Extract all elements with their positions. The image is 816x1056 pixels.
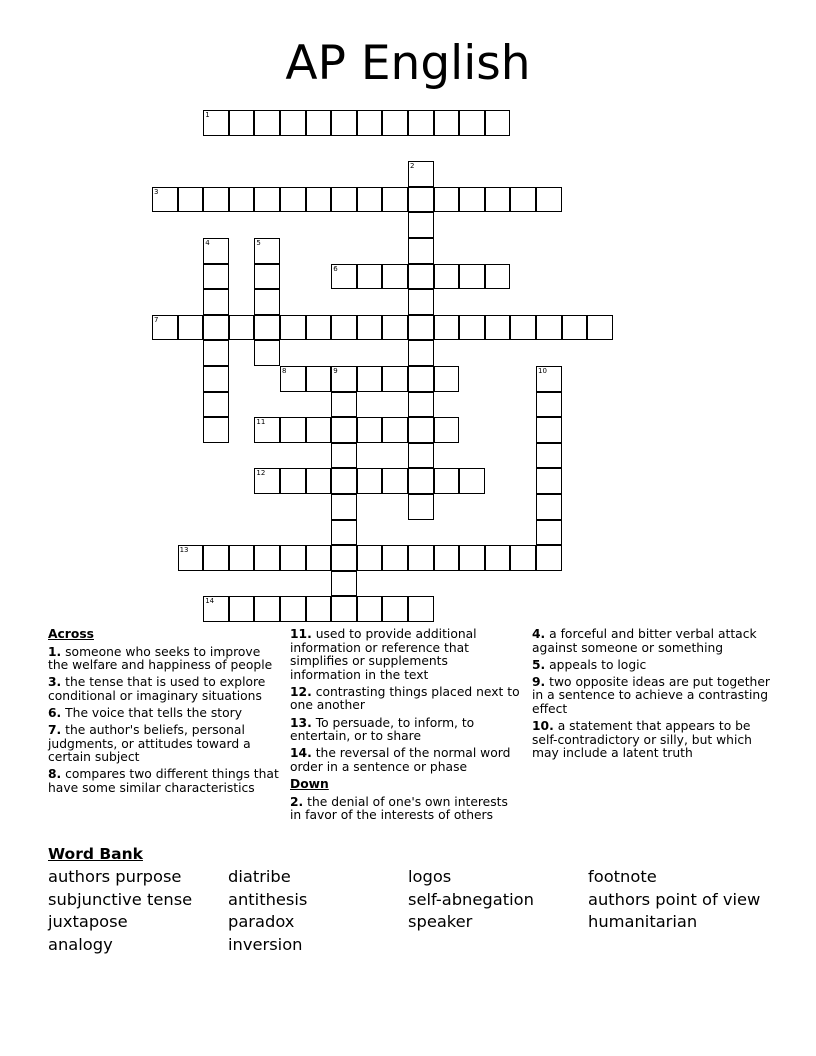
grid-cell[interactable]: [203, 392, 229, 418]
grid-cell[interactable]: [357, 417, 383, 443]
grid-cell[interactable]: [203, 596, 229, 622]
clue-text: the denial of one's own interests in favor of the interests of others: [290, 794, 508, 823]
clue: [48, 676, 280, 703]
grid-cell[interactable]: [408, 596, 434, 622]
grid-cell[interactable]: [536, 468, 562, 494]
grid-cell[interactable]: [434, 187, 460, 213]
grid-cell[interactable]: [434, 366, 460, 392]
grid-cell[interactable]: [459, 110, 485, 136]
clue-number-label: 9.: [532, 674, 546, 689]
grid-cell[interactable]: [306, 187, 332, 213]
clue-number: 5: [256, 239, 261, 247]
clue-text: compares two different things that have some similar characteristics: [48, 767, 279, 795]
clue: [290, 747, 522, 774]
grid-cell[interactable]: [331, 264, 357, 290]
grid-cell[interactable]: [485, 545, 511, 571]
grid-cell[interactable]: [357, 110, 383, 136]
clue-number-label: 12.: [290, 684, 312, 699]
grid-cell[interactable]: [280, 187, 306, 213]
grid-cell[interactable]: [408, 110, 434, 136]
clue-number: 4: [205, 239, 210, 247]
clue-number-label: 3.: [48, 675, 62, 690]
grid-cell[interactable]: [408, 161, 434, 187]
grid-cell[interactable]: [459, 468, 485, 494]
grid-cell[interactable]: [254, 289, 280, 315]
grid-cell[interactable]: [254, 264, 280, 290]
grid-cell[interactable]: [254, 238, 280, 264]
grid-cell[interactable]: [536, 520, 562, 546]
grid-cell[interactable]: [203, 417, 229, 443]
grid-cell[interactable]: [357, 596, 383, 622]
grid-cell[interactable]: [408, 417, 434, 443]
clue-number-label: 10.: [532, 719, 554, 734]
grid-cell[interactable]: [536, 392, 562, 418]
grid-cell[interactable]: [408, 340, 434, 366]
grid-cell[interactable]: [510, 315, 536, 341]
grid-cell[interactable]: [536, 545, 562, 571]
clues-column-2: [290, 628, 522, 826]
grid-cell[interactable]: [382, 264, 408, 290]
word-bank-item: analogy: [48, 934, 113, 954]
clue-text: the tense that is used to explore conditional or imaginary situations: [48, 675, 266, 703]
grid-cell[interactable]: [331, 366, 357, 392]
grid-cell[interactable]: [203, 264, 229, 290]
grid-cell[interactable]: [178, 315, 204, 341]
grid-cell[interactable]: [203, 289, 229, 315]
clue-text: used to provide additional information or reference that simplifies or supplements information in the text: [290, 627, 477, 682]
grid-cell[interactable]: [203, 545, 229, 571]
grid-cell[interactable]: [459, 264, 485, 290]
grid-cell[interactable]: [408, 443, 434, 469]
grid-cell[interactable]: [331, 443, 357, 469]
clue: [290, 686, 522, 713]
clue-text: The voice that tells the story: [61, 705, 242, 720]
grid-cell[interactable]: [382, 366, 408, 392]
grid-cell[interactable]: [408, 494, 434, 520]
grid-cell[interactable]: [306, 110, 332, 136]
grid-cell[interactable]: [254, 187, 280, 213]
grid-cell[interactable]: [536, 494, 562, 520]
grid-cell[interactable]: [254, 417, 280, 443]
grid-cell[interactable]: [152, 315, 178, 341]
word-bank-item: authors point of view: [588, 889, 761, 909]
grid-cell[interactable]: [254, 340, 280, 366]
clue-number-label: 1.: [48, 644, 62, 659]
clue-number: 14: [205, 597, 215, 606]
clue-number: 7: [154, 315, 159, 324]
grid-cell[interactable]: [587, 315, 613, 341]
grid-cell[interactable]: [382, 417, 408, 443]
grid-cell[interactable]: [306, 417, 332, 443]
word-bank-item: logos: [408, 867, 452, 886]
clues-column-1: [48, 628, 280, 799]
grid-cell[interactable]: [229, 110, 255, 136]
clue-number: 6: [333, 264, 338, 273]
grid-cell[interactable]: [536, 315, 562, 341]
clue-number-label: 14.: [290, 746, 312, 761]
grid-cell[interactable]: [331, 392, 357, 418]
grid-cell[interactable]: [357, 545, 383, 571]
grid-cell[interactable]: [408, 315, 434, 341]
grid-cell[interactable]: [229, 596, 255, 622]
clue-number-label: 6.: [48, 705, 62, 720]
grid-cell[interactable]: [408, 545, 434, 571]
grid-cell[interactable]: [178, 545, 204, 571]
clue-text: a statement that appears to be self-contradictory or silly, but which may include a latent truth: [532, 719, 752, 761]
grid-cell[interactable]: [203, 187, 229, 213]
grid-cell[interactable]: [408, 289, 434, 315]
grid-cell[interactable]: [408, 212, 434, 238]
clue: [48, 768, 280, 795]
grid-cell[interactable]: [536, 187, 562, 213]
word-bank-item: antithesis: [228, 889, 308, 909]
grid-cell[interactable]: [408, 238, 434, 264]
grid-cell[interactable]: [408, 264, 434, 290]
grid-cell[interactable]: [382, 315, 408, 341]
clue-number-label: 13.: [290, 715, 312, 730]
grid-cell[interactable]: [459, 315, 485, 341]
grid-cell[interactable]: [485, 264, 511, 290]
grid-cell[interactable]: [306, 545, 332, 571]
clue: [532, 676, 772, 717]
down-clues-list-continued: [532, 628, 772, 761]
grid-cell[interactable]: [382, 596, 408, 622]
grid-cell[interactable]: [280, 468, 306, 494]
grid-cell[interactable]: [536, 417, 562, 443]
grid-cell[interactable]: [485, 187, 511, 213]
down-heading: Down: [290, 776, 329, 791]
word-bank-item: self-abnegation: [408, 889, 534, 909]
grid-cell[interactable]: [229, 315, 255, 341]
grid-cell[interactable]: [434, 417, 460, 443]
grid-cell[interactable]: [331, 494, 357, 520]
word-bank-item: juxtapose: [48, 912, 128, 932]
clue-number-label: 8.: [48, 767, 62, 782]
clue: [532, 659, 772, 673]
clue: [290, 796, 522, 823]
word-bank-item: subjunctive tense: [48, 889, 193, 909]
grid-cell[interactable]: [331, 571, 357, 597]
grid-cell[interactable]: [280, 545, 306, 571]
grid-cell[interactable]: [203, 110, 229, 136]
grid-cell[interactable]: [408, 187, 434, 213]
grid-cell[interactable]: [306, 315, 332, 341]
grid-cell[interactable]: [331, 545, 357, 571]
clue-text: the reversal of the normal word order in a sentence or phase: [290, 746, 511, 774]
word-bank-item: paradox: [228, 912, 295, 932]
grid-cell[interactable]: [280, 315, 306, 341]
clue-number: 12: [256, 469, 266, 478]
grid-cell[interactable]: [331, 110, 357, 136]
word-bank-item: authors purpose: [48, 867, 182, 886]
word-bank-item: footnote: [588, 867, 657, 886]
clue-number: 1: [205, 111, 210, 119]
clues-column-3: [532, 628, 772, 764]
clue-number: 8: [282, 367, 287, 375]
grid-cell[interactable]: [203, 340, 229, 366]
grid-cell[interactable]: [382, 110, 408, 136]
grid-cell[interactable]: [434, 315, 460, 341]
grid-cell[interactable]: [408, 468, 434, 494]
clue-number: 10: [538, 367, 547, 375]
grid-cell[interactable]: [331, 520, 357, 546]
grid-cell[interactable]: [254, 468, 280, 494]
grid-cell[interactable]: [306, 366, 332, 392]
grid-cell[interactable]: [254, 545, 280, 571]
across-heading: Across: [48, 627, 94, 641]
clue: [290, 717, 522, 744]
clue: [48, 707, 280, 721]
grid-cell[interactable]: [408, 366, 434, 392]
across-clues-list: [48, 646, 280, 796]
grid-cell[interactable]: [203, 238, 229, 264]
clue-number: 2: [410, 162, 415, 171]
clue: [48, 646, 280, 673]
grid-cell[interactable]: [331, 468, 357, 494]
grid-cell[interactable]: [203, 315, 229, 341]
grid-cell[interactable]: [434, 264, 460, 290]
grid-cell[interactable]: [357, 187, 383, 213]
word-bank-title: Word Bank: [48, 845, 143, 863]
clue-number-label: 5.: [532, 657, 546, 672]
clue-number-label: 7.: [48, 723, 62, 738]
grid-cell[interactable]: [510, 545, 536, 571]
grid-cell[interactable]: [485, 315, 511, 341]
clue-text: appeals to logic: [545, 657, 647, 672]
grid-cell[interactable]: [229, 545, 255, 571]
clue-text: the author's beliefs, personal judgments, or attitudes toward a certain subject: [48, 723, 251, 765]
grid-cell[interactable]: [280, 596, 306, 622]
grid-cell[interactable]: [331, 596, 357, 622]
grid-cell[interactable]: [536, 443, 562, 469]
clue-number: 3: [154, 187, 159, 196]
grid-cell[interactable]: [280, 366, 306, 392]
word-bank-item: speaker: [408, 912, 473, 932]
grid-cell[interactable]: [254, 596, 280, 622]
grid-cell[interactable]: [459, 187, 485, 213]
grid-cell[interactable]: [357, 366, 383, 392]
grid-cell[interactable]: [229, 187, 255, 213]
grid-cell[interactable]: [331, 187, 357, 213]
clue-text: contrasting things placed next to one another: [290, 684, 520, 713]
grid-cell[interactable]: [203, 366, 229, 392]
grid-cell[interactable]: [408, 392, 434, 418]
grid-cell[interactable]: [357, 315, 383, 341]
clue-number: 13: [179, 546, 189, 555]
word-bank-item: inversion: [228, 934, 303, 954]
grid-cell[interactable]: [280, 417, 306, 443]
grid-cell[interactable]: [331, 315, 357, 341]
down-clues-list: [290, 796, 522, 823]
clue-text: a forceful and bitter verbal attack against someone or something: [532, 627, 757, 655]
clue-number: 11: [256, 418, 266, 427]
across-clues-list-continued: [290, 628, 522, 774]
grid-cell[interactable]: [510, 187, 536, 213]
clue-number-label: 4.: [532, 627, 546, 641]
clue-text: two opposite ideas are put together in a sentence to achieve a contrasting effect: [532, 674, 770, 716]
grid-cell[interactable]: [434, 468, 460, 494]
grid-cell[interactable]: [562, 315, 588, 341]
clue-number-label: 2.: [290, 794, 304, 809]
clue-text: someone who seeks to improve the welfare and happiness of people: [48, 644, 273, 673]
grid-cell[interactable]: [178, 187, 204, 213]
grid-cell[interactable]: [306, 468, 332, 494]
clue: [48, 724, 280, 765]
clue-text: To persuade, to inform, to entertain, or to share: [290, 715, 475, 744]
clue-number-label: 11.: [290, 627, 312, 641]
word-bank-item: diatribe: [228, 867, 291, 886]
grid-cell[interactable]: [382, 187, 408, 213]
grid-cell[interactable]: [434, 545, 460, 571]
grid-cell[interactable]: [357, 468, 383, 494]
word-bank-item: humanitarian: [588, 912, 698, 932]
grid-cell[interactable]: [152, 187, 178, 213]
grid-cell[interactable]: [331, 417, 357, 443]
grid-cell[interactable]: [280, 110, 306, 136]
grid-cell[interactable]: [382, 468, 408, 494]
grid-cell[interactable]: [485, 110, 511, 136]
grid-cell[interactable]: [434, 110, 460, 136]
clue-number: 9: [333, 367, 338, 375]
grid-cell[interactable]: [306, 596, 332, 622]
page-title: AP English: [285, 36, 531, 91]
grid-cell[interactable]: [254, 315, 280, 341]
grid-cell[interactable]: [536, 366, 562, 392]
clue: [532, 720, 772, 761]
clue: [290, 628, 522, 682]
grid-cell[interactable]: [254, 110, 280, 136]
clue: [532, 628, 772, 655]
grid-cell[interactable]: [357, 264, 383, 290]
grid-cell[interactable]: [382, 545, 408, 571]
grid-cell[interactable]: [459, 545, 485, 571]
